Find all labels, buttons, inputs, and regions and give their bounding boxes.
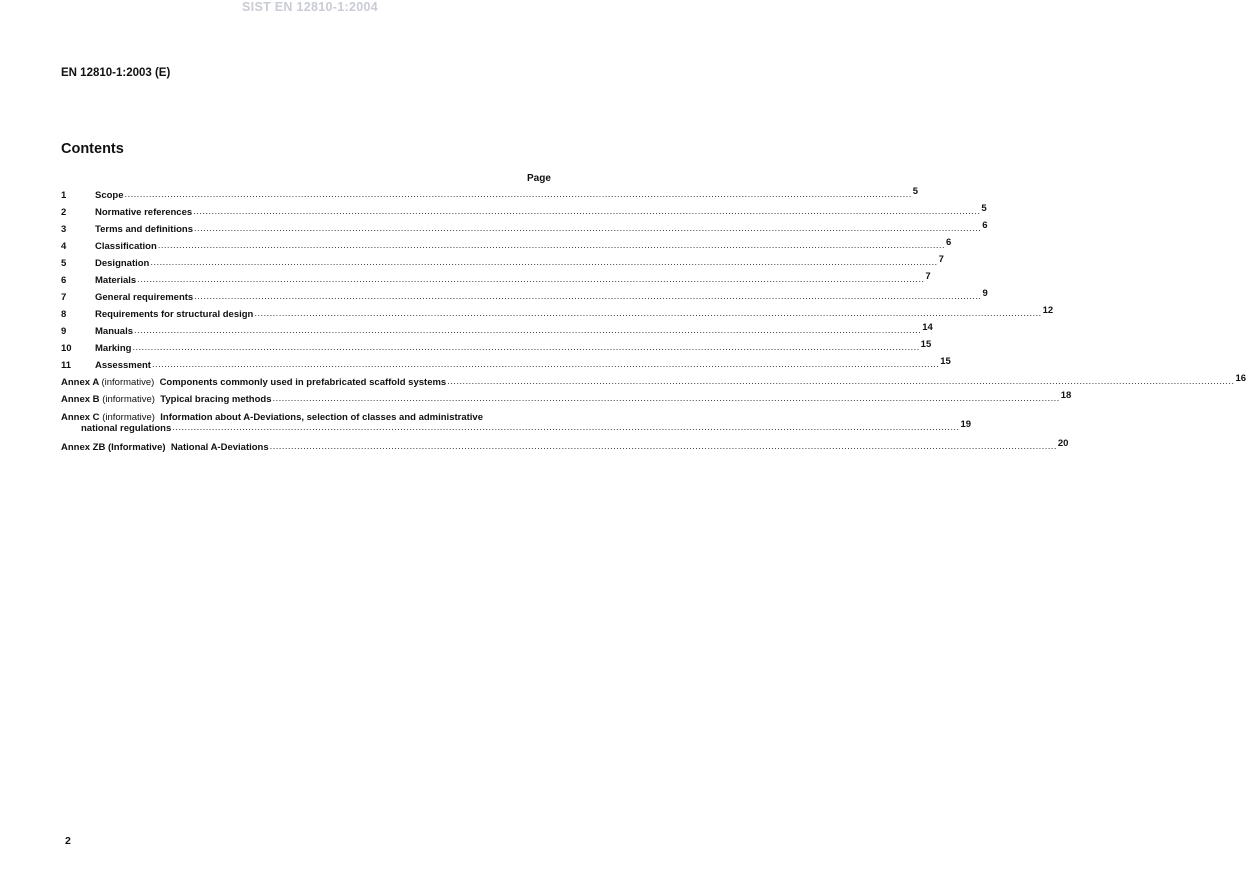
annex-prefix: [61, 412, 160, 423]
section-title: Designation: [95, 258, 150, 269]
dot-leader: ...................................................................................................................................................................................................................................................................: [254, 308, 1042, 319]
section-title: Materials: [95, 275, 137, 286]
document-id: EN 12810-1:2003 (E): [61, 67, 171, 79]
section-number: 5: [61, 258, 67, 269]
toc-annex-entry[interactable]: [61, 390, 1072, 411]
page-number: 2: [65, 835, 71, 847]
dot-leader: ...................................................................................................................................................................................................................................................................: [272, 393, 1060, 404]
annex-label: Annex ZB: [61, 442, 106, 453]
annex-prefix: [61, 442, 171, 453]
contents-heading: Contents: [61, 141, 124, 157]
page-ref: 9: [982, 288, 988, 299]
section-title: Requirements for structural design: [95, 309, 254, 320]
toc-entry[interactable]: [61, 220, 988, 241]
page-ref: 7: [925, 271, 931, 282]
section-number: 10: [61, 343, 72, 354]
page-ref: 12: [1042, 305, 1054, 316]
dot-leader: ...................................................................................................................................................................................................................................................................: [193, 206, 981, 217]
page-ref: 5: [981, 203, 987, 214]
page-ref: 6: [946, 237, 952, 248]
annex-status: (Informative): [107, 442, 166, 453]
page-ref: 16: [1235, 373, 1246, 384]
toc-annex-entry[interactable]: [61, 373, 1246, 394]
section-number: 3: [61, 224, 67, 235]
section-title: Manuals: [95, 326, 134, 337]
section-number: 6: [61, 275, 67, 286]
toc-entry[interactable]: [61, 322, 933, 343]
section-title: Terms and definitions: [95, 224, 194, 235]
toc-entry[interactable]: [61, 339, 932, 360]
table-of-contents: [61, 186, 1246, 459]
page-column-label: Page: [527, 173, 551, 184]
section-title: Scope: [95, 190, 124, 201]
toc-entry[interactable]: [61, 356, 951, 377]
section-title: General requirements: [95, 292, 194, 303]
section-number: 4: [61, 241, 67, 252]
page-ref: 5: [912, 186, 919, 197]
annex-status: (informative): [102, 394, 155, 405]
page-ref: 15: [920, 339, 932, 350]
page-ref: 7: [938, 254, 944, 265]
annex-status: (informative): [102, 412, 155, 423]
section-title: Normative references: [95, 207, 193, 218]
toc-annex-entry[interactable]: [61, 438, 1069, 459]
section-number: 2: [61, 207, 67, 218]
annex-title-continued: national regulations: [81, 423, 172, 434]
annex-title: Typical bracing methods: [160, 394, 272, 405]
dot-leader: ...................................................................................................................................................................................................................................................................: [447, 376, 1235, 387]
page-ref: 15: [940, 356, 951, 367]
toc-entry[interactable]: [61, 186, 919, 207]
annex-label: Annex B: [61, 394, 100, 405]
annex-prefix: [61, 377, 160, 388]
page-ref: 6: [982, 220, 988, 231]
dot-leader: ...................................................................................................................................................................................................................................................................: [124, 189, 912, 200]
page-ref: 18: [1060, 390, 1072, 401]
page-ref: 20: [1057, 438, 1069, 449]
page-ref: 14: [922, 322, 933, 333]
dot-leader: ...................................................................................................................................................................................................................................................................: [151, 359, 940, 370]
annex-label: Annex C: [61, 412, 100, 423]
section-title: Classification: [95, 241, 157, 252]
section-title: Assessment: [95, 360, 151, 371]
dot-leader: ...................................................................................................................................................................................................................................................................: [150, 257, 938, 268]
watermark: SIST EN 12810-1:2004: [242, 0, 378, 14]
toc-annex-entry[interactable]: [61, 411, 972, 440]
toc-entry[interactable]: [61, 254, 944, 275]
dot-leader: ...................................................................................................................................................................................................................................................................: [132, 342, 920, 353]
dot-leader: ...................................................................................................................................................................................................................................................................: [172, 422, 960, 433]
toc-entry[interactable]: [61, 271, 931, 292]
annex-status: (informative): [101, 377, 155, 388]
toc-entry[interactable]: [61, 203, 987, 224]
section-number: 1: [61, 190, 67, 201]
section-number: 8: [61, 309, 67, 320]
dot-leader: ...................................................................................................................................................................................................................................................................: [157, 240, 945, 251]
dot-leader: ...................................................................................................................................................................................................................................................................: [194, 291, 982, 302]
annex-title: Components commonly used in prefabricated scaffold systems: [159, 377, 447, 388]
dot-leader: ...................................................................................................................................................................................................................................................................: [269, 441, 1057, 452]
annex-title: Information about A-Deviations, selection of classes and administrative: [160, 412, 483, 423]
section-number: 7: [61, 292, 67, 303]
section-number: 9: [61, 326, 67, 337]
toc-entry[interactable]: [61, 237, 952, 258]
annex-prefix: [61, 394, 160, 405]
toc-entry[interactable]: [61, 305, 1054, 326]
section-number: 11: [61, 360, 72, 371]
section-title: Marking: [95, 343, 132, 354]
dot-leader: ...................................................................................................................................................................................................................................................................: [137, 274, 925, 285]
dot-leader: ...................................................................................................................................................................................................................................................................: [134, 325, 922, 336]
toc-entry[interactable]: [61, 288, 988, 309]
annex-title: National A-Deviations: [170, 442, 269, 453]
annex-label: Annex A: [61, 377, 99, 388]
dot-leader: ...................................................................................................................................................................................................................................................................: [194, 223, 982, 234]
page-ref: 19: [960, 419, 972, 430]
